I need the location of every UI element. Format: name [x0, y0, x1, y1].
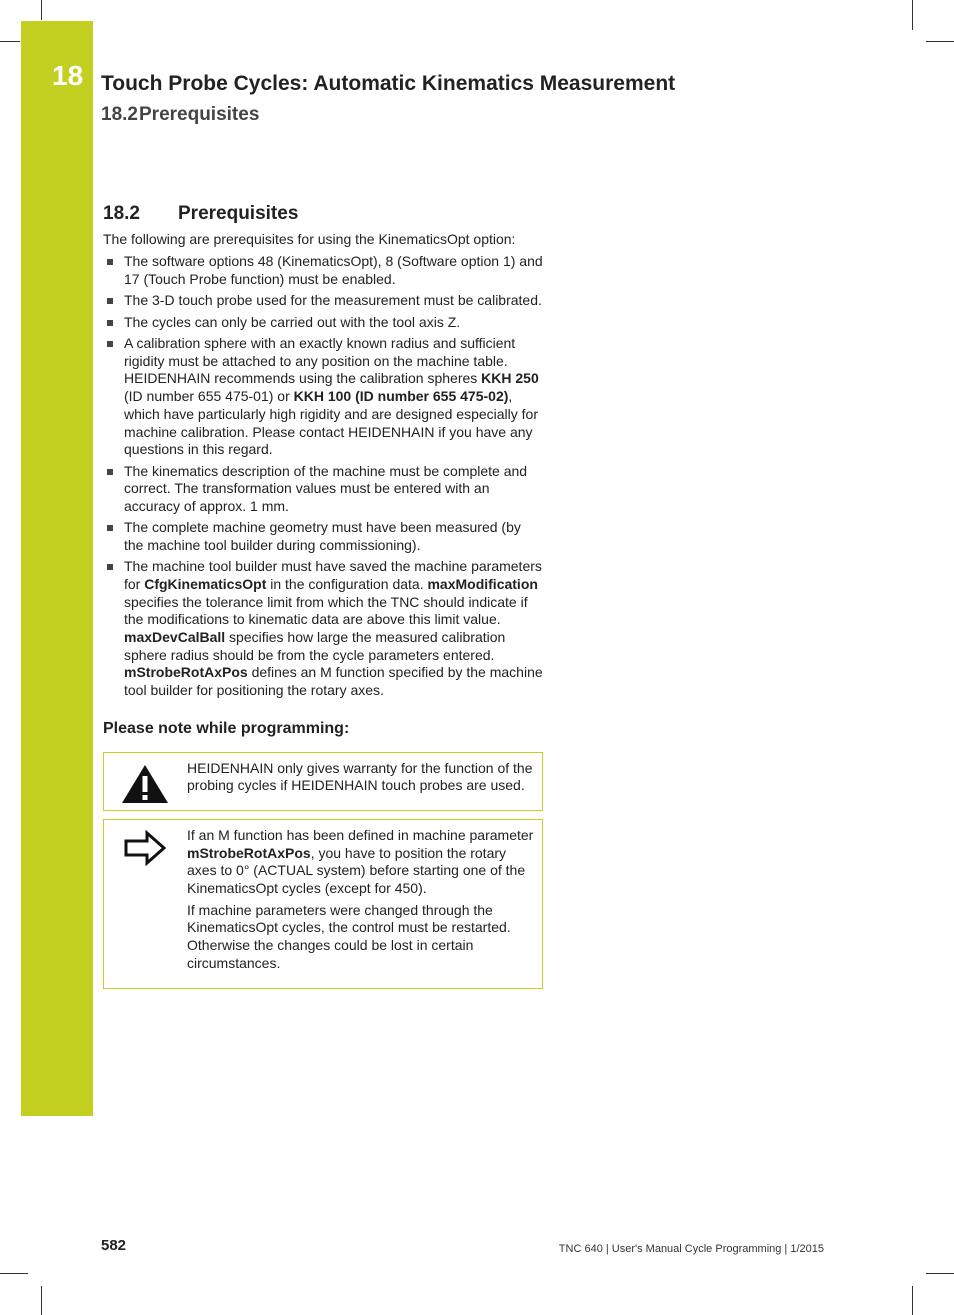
section-heading: [103, 205, 543, 223]
text-run: specifies the tolerance limit from which the TNC should indicate if the modifications to kinematic data are above this limit value.: [124, 593, 528, 628]
note-box: [103, 819, 543, 989]
note-paragraph: If machine parameters were changed through the KinematicsOpt cycles, the control must be restarted. Otherwise the changes could be lost in certain circumstances.: [187, 901, 511, 971]
main-content: [103, 205, 543, 997]
bold-term: mStrobeRotAxPos: [124, 664, 248, 681]
list-item: The complete machine geometry must have been measured (by the machine tool builder during commissioning).: [103, 519, 543, 554]
crop-mark: [912, 1286, 913, 1315]
arrow-right-icon: [123, 830, 167, 866]
list-item: [103, 335, 543, 459]
bold-term: KKH 100 (ID number 655 475-02): [293, 388, 509, 405]
crop-mark: [926, 41, 954, 42]
bold-term: mStrobeRotAxPos: [187, 844, 311, 861]
running-section-title: Prerequisites: [139, 104, 260, 125]
running-section-header: [101, 104, 259, 126]
warning-text: HEIDENHAIN only gives warranty for the function of the probing cycles if HEIDENHAIN touch probes are used.: [187, 759, 533, 794]
bold-term: KKH 250: [481, 370, 539, 387]
text-run: defines an M function specified by the machine tool builder for positioning the rotary axes.: [124, 664, 543, 699]
crop-mark: [926, 1273, 954, 1274]
bold-term: maxModification: [427, 575, 538, 592]
text-run: , which have particularly high rigidity and are designed especially for machine calibration. Please contact HEIDENHAIN if you have any questions in this regard.: [124, 388, 539, 458]
text-run: specifies how large the measured calibration sphere radius should be from the cycle parameters entered.: [124, 629, 506, 663]
prerequisites-list: [103, 253, 543, 699]
bold-term: maxDevCalBall: [124, 629, 226, 646]
text-run: If an M function has been defined in machine parameter: [187, 826, 534, 843]
crop-mark: [0, 41, 20, 42]
warning-text-cell: [186, 753, 542, 810]
arrow-icon-cell: [104, 820, 186, 988]
crop-mark: [912, 0, 913, 30]
list-item: The 3-D touch probe used for the measurement must be calibrated.: [103, 292, 543, 310]
warning-box: [103, 752, 543, 811]
list-item: The kinematics description of the machine must be complete and correct. The transformation values must be entered with an accuracy of approx. 1 mm.: [103, 463, 543, 516]
section-title: Prerequisites: [178, 203, 299, 224]
text-run: The machine tool builder must have saved the machine parameters for: [124, 558, 542, 592]
warning-icon: [120, 763, 170, 805]
text-run: (ID number 655 475-01) or: [124, 388, 294, 405]
warning-icon-cell: [104, 753, 186, 810]
crop-mark: [0, 1273, 28, 1274]
chapter-side-bar: [21, 21, 93, 1116]
list-item: The software options 48 (KinematicsOpt), 8 (Software option 1) and 17 (Touch Probe function) must be enabled.: [103, 253, 543, 288]
page-number: 582: [101, 1237, 127, 1254]
intro-text: The following are prerequisites for using the KinematicsOpt option:: [103, 230, 516, 247]
list-item: [103, 558, 543, 700]
list-item: The cycles can only be carried out with the tool axis Z.: [103, 314, 543, 332]
running-section-number: 18.2: [101, 104, 138, 125]
footer-text: TNC 640 | User's Manual Cycle Programming | 1/2015: [558, 1243, 824, 1255]
programming-notes-heading: Please note while programming:: [103, 719, 350, 737]
bold-term: CfgKinematicsOpt: [144, 575, 267, 592]
section-number: 18.2: [103, 203, 140, 224]
text-run: A calibration sphere with an exactly known radius and sufficient rigidity must be attached to any position on the machine table. HEIDENHAIN recommends using the calibration spheres: [124, 335, 516, 387]
text-run: , you have to position the rotary axes to 0° (ACTUAL system) before starting one of the KinematicsOpt cycles (except for 450).: [187, 844, 526, 897]
chapter-number: 18: [52, 60, 84, 91]
crop-mark: [41, 0, 42, 20]
note-text-cell: [186, 820, 542, 988]
note-paragraph: [187, 827, 534, 898]
chapter-title: Touch Probe Cycles: Automatic Kinematics Measurement: [101, 72, 676, 95]
text-run: in the configuration data.: [266, 575, 428, 592]
crop-mark: [41, 1286, 42, 1315]
